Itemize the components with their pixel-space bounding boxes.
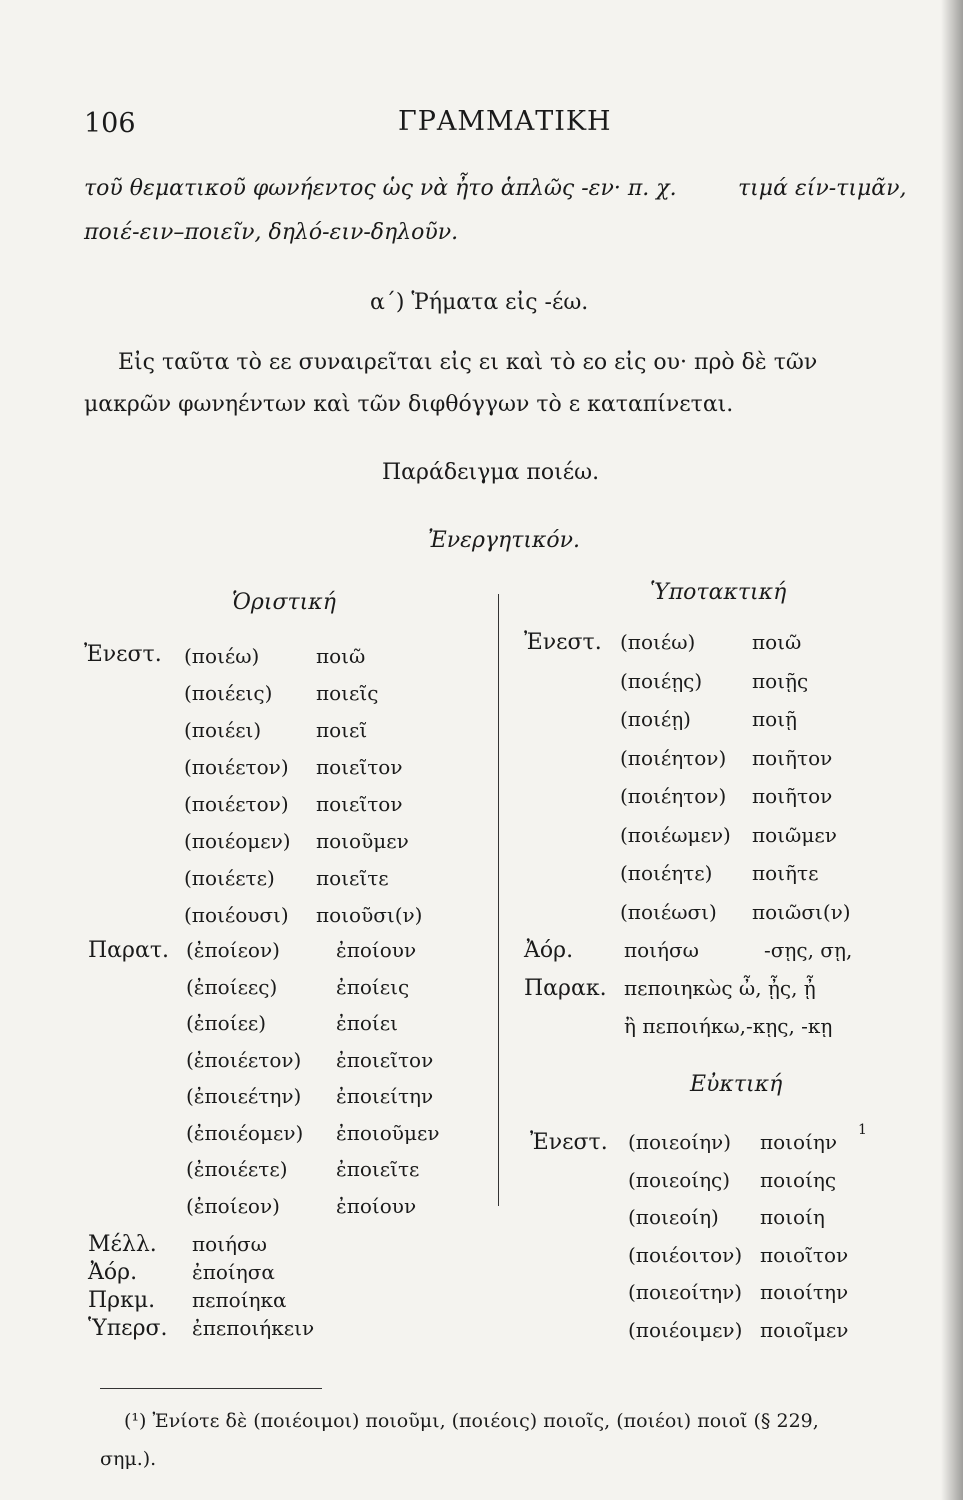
subjunctive-title: Ὑποτακτική bbox=[650, 580, 787, 605]
contracted-form: ποιεῖς bbox=[316, 681, 379, 705]
contracted-form: ἐποίουν bbox=[336, 1193, 417, 1218]
contracted-form: ποιοῖτον bbox=[760, 1242, 849, 1267]
rule-line-1: Εἰς ταῦτα τὸ εε συναιρεῖται εἰς ει καὶ τὸ εο εἰς ου· πρὸ δὲ τῶν bbox=[118, 350, 818, 375]
open-form: (ποιέωσι) bbox=[620, 899, 717, 924]
page-number: 106 bbox=[84, 108, 136, 139]
contracted-form: ἐποιεῖτε bbox=[336, 1157, 420, 1181]
contracted-form: ποιῆτον bbox=[752, 784, 833, 808]
open-form: (ποιέομεν) bbox=[184, 829, 291, 853]
intro-line-1-tail: τιμά είν-τιμᾶν, bbox=[738, 176, 907, 201]
open-form: (ποιέετε) bbox=[184, 866, 275, 890]
open-form: (ἐποίεον) bbox=[186, 938, 280, 962]
contracted-form: ποιῆτε bbox=[752, 861, 819, 885]
open-form: (ποιέοιμεν) bbox=[628, 1317, 743, 1342]
contracted-form: ποιεῖτον bbox=[316, 792, 403, 816]
open-form: (ποιέω) bbox=[184, 644, 260, 668]
open-form: (ἐποίεε) bbox=[186, 1011, 267, 1035]
intro-line-2: ποιέ-ειν–ποιεῖν, δηλό-ειν-δηλοῦν. bbox=[84, 220, 459, 245]
subj-aorist-endings: -σῃς, σῃ, bbox=[764, 938, 853, 962]
contracted-form: ποιῶ bbox=[316, 644, 366, 668]
open-form: (ποιέωμεν) bbox=[620, 822, 731, 847]
open-form: (ποιεοίην) bbox=[628, 1130, 732, 1154]
contracted-form: ποιοίη bbox=[760, 1205, 825, 1229]
open-form: (ἐποιέετε) bbox=[186, 1157, 288, 1181]
contracted-form: ἐποίουν bbox=[336, 938, 417, 962]
open-form: (ποιέετον) bbox=[184, 792, 289, 816]
open-form: (ποιεοίτην) bbox=[628, 1280, 743, 1304]
contracted-form: ποιοῦμεν bbox=[316, 829, 409, 853]
open-form: (ἐποίεον) bbox=[186, 1193, 280, 1218]
contracted-form: ποιοίης bbox=[760, 1167, 837, 1192]
optative-present-label: Ἐνεστ. bbox=[530, 1130, 608, 1155]
contracted-form: ἐποιεῖτον bbox=[336, 1047, 434, 1072]
contracted-form: ποιοίην bbox=[760, 1130, 838, 1154]
tense-label: Ὑπερσ. bbox=[88, 1316, 168, 1341]
tense-form: ποιήσω bbox=[192, 1232, 267, 1256]
tense-label: Πρκμ. bbox=[88, 1288, 156, 1313]
open-form: (ποιέῃ) bbox=[620, 707, 691, 731]
open-form: (ἐποίεες) bbox=[186, 974, 278, 999]
open-form: (ποιέεις) bbox=[184, 681, 273, 705]
subj-perfect-label: Παρακ. bbox=[524, 976, 607, 1001]
voice-title: Ἐνεργητικόν. bbox=[428, 528, 581, 553]
subj-perfect-alt: ἢ πεποιήκω,-κῃς, -κῃ bbox=[624, 1014, 833, 1038]
running-title: ΓΡΑΜΜΑΤΙΚΗ bbox=[398, 106, 612, 137]
optative-footnote-mark: 1 bbox=[858, 1122, 867, 1138]
open-form: (ποιέοιτον) bbox=[628, 1242, 743, 1267]
open-form: (ποιέητον) bbox=[620, 745, 727, 770]
footnote-rule bbox=[100, 1388, 322, 1389]
open-form: (ποιεοίη) bbox=[628, 1205, 719, 1229]
contracted-form: ποιῶμεν bbox=[752, 822, 837, 847]
contracted-form: ἐποίει bbox=[336, 1011, 398, 1035]
intro-line-1: τοῦ θεματικοῦ φωνήεντος ὡς νὰ ἦτο ἁπλῶς -εν· π. χ. bbox=[84, 176, 677, 201]
present-label: Ἐνεστ. bbox=[84, 642, 162, 667]
contracted-form: ποιεῖτον bbox=[316, 755, 403, 779]
open-form: (ποιέει) bbox=[184, 718, 262, 742]
contracted-form: ποιοῖμεν bbox=[760, 1317, 849, 1342]
subj-aorist-label: Ἀόρ. bbox=[524, 938, 574, 963]
contracted-form: ποιοίτην bbox=[760, 1280, 849, 1304]
open-form: (ποιέουσι) bbox=[184, 903, 289, 927]
open-form: (ποιεοίης) bbox=[628, 1167, 731, 1192]
rule-line-2: μακρῶν φωνηέντων καὶ τῶν διφθόγγων τὸ ε καταπίνεται. bbox=[84, 392, 734, 417]
open-form: (ἐποιέομεν) bbox=[186, 1120, 304, 1145]
open-form: (ποιέητον) bbox=[620, 784, 727, 808]
open-form: (ποιέῃς) bbox=[620, 668, 703, 693]
open-form: (ἐποιέετον) bbox=[186, 1047, 302, 1072]
footnote-line-2: σημ.). bbox=[100, 1448, 157, 1470]
optative-title: Εὐκτική bbox=[690, 1072, 783, 1097]
contracted-form: ἐποιείτην bbox=[336, 1084, 434, 1108]
open-form: (ποιέητε) bbox=[620, 861, 713, 885]
contracted-form: ποιῇς bbox=[752, 668, 809, 693]
open-form: (ἐποιεέτην) bbox=[186, 1084, 302, 1108]
tense-label: Ἀόρ. bbox=[88, 1260, 138, 1285]
tense-form: πεποίηκα bbox=[192, 1288, 287, 1312]
contracted-form: ποιῶσι(ν) bbox=[752, 899, 851, 924]
indicative-title: Ὁριστική bbox=[232, 590, 336, 615]
contracted-form: ἐποιοῦμεν bbox=[336, 1120, 440, 1145]
contracted-form: ποιεῖτε bbox=[316, 866, 389, 890]
contracted-form: ἐποίεις bbox=[336, 974, 410, 999]
page-edge-shadow bbox=[941, 0, 963, 1500]
tense-form: ἐποίησα bbox=[192, 1260, 275, 1284]
contracted-form: ποιοῦσι(ν) bbox=[316, 903, 423, 927]
footnote-line-1: (¹) Ἐνίοτε δὲ (ποιέοιμοι) ποιοῦμι, (ποιέοις) ποιοῖς, (ποιέοι) ποιοῖ (§ 229, bbox=[124, 1410, 819, 1432]
imperfect-label: Παρατ. bbox=[88, 938, 169, 963]
subj-perfect-form: πεποιηκὼς ὦ, ᾖς, ᾖ bbox=[624, 976, 816, 1000]
contracted-form: ποιῶ bbox=[752, 630, 802, 654]
tense-label: Μέλλ. bbox=[88, 1232, 157, 1257]
open-form: (ποιέετον) bbox=[184, 755, 289, 779]
subj-present-label: Ἐνεστ. bbox=[524, 630, 602, 655]
contracted-form: ποιῇ bbox=[752, 707, 798, 731]
contracted-form: ποιεῖ bbox=[316, 718, 368, 742]
example-title: Παράδειγμα ποιέω. bbox=[382, 460, 600, 485]
subj-aorist-form: ποιήσω bbox=[624, 938, 699, 962]
column-divider bbox=[498, 594, 499, 1206]
contracted-form: ποιῆτον bbox=[752, 745, 833, 770]
section-heading: α΄) Ῥήματα εἰς -έω. bbox=[370, 290, 589, 315]
open-form: (ποιέω) bbox=[620, 630, 696, 654]
tense-form: ἐπεποιήκειν bbox=[192, 1316, 315, 1340]
